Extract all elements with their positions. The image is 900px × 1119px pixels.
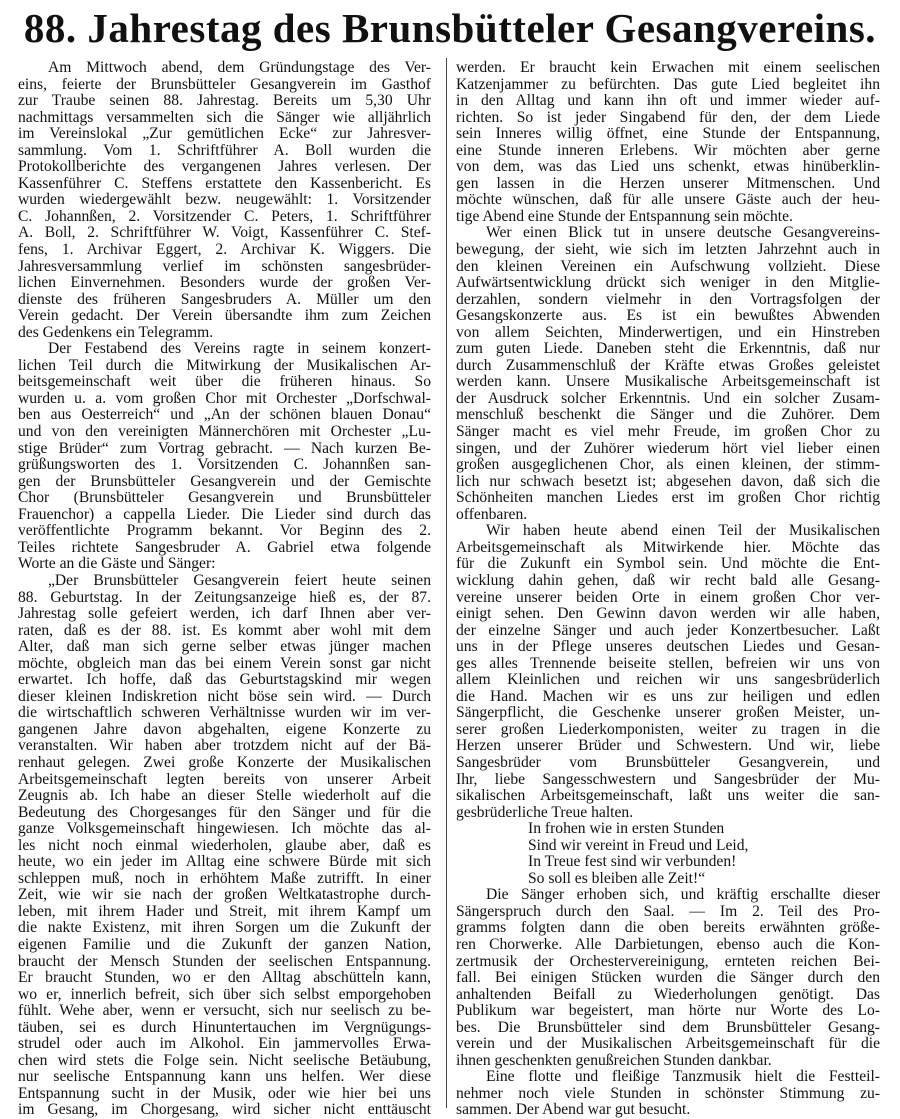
text-line: sikalischen Arbeitsgemeinschaft, laßt uns weiter die san- [456,787,880,805]
text-line: Arbeitsgemeinschaft legten bereits von unserer Arbeit [18,770,431,788]
text-line: les nicht noch einmal wiederholen, glaube aber, daß es [18,836,431,854]
paragraph [456,60,880,225]
text-line: leben, mit ihrem Hader und Streit, mit ihrem Kampf um [18,902,431,920]
text-line: werden. Er braucht kein Erwachen mit einem seelischen [456,59,880,76]
text-line: Sänger macht es viel mehr Freude, im großen Chor zu [456,423,880,441]
text-line: wurden u. a. vom großen Chor mit Orchester „Dorfschwal- [18,389,431,407]
text-line: für die Zukunft ein Symbol sein. Und möchte die Ent- [456,555,880,573]
text-line: des Gedenkens ein Telegramm. [18,323,214,341]
article-column-left [18,60,431,1119]
poem-line: In Treue fest sind wir verbunden! [528,853,737,871]
paragraph [18,573,431,1119]
text-line: renhaut gelegen. Zwei große Konzerte der Musikalischen [18,753,431,771]
text-line: allem Kleinlichen und reichen wir uns sangesbrüderlich [456,671,880,689]
text-line: von allem Seichten, Minderwertigen, und ein Hinstreben [456,323,880,341]
text-line: Alter, daß man sich gerne selber etwas jünger machen [18,638,431,656]
text-line: nur seelische Entspannung kann uns helfen. Wer diese [18,1068,431,1086]
text-line: Entspannung sucht in der Musik, oder wie hier bei uns [18,1084,431,1102]
text-line: richten. So ist jeder Singabend für den, der dem Liede [456,108,880,126]
paragraph [456,523,880,821]
text-line: offenbaren. [456,505,528,523]
text-line: bewegung, der sieht, wie sich im letzten Jahrzehnt auch in [456,241,880,259]
article-column-right [456,60,880,1119]
text-line: wurden wiedergewählt bezw. neugewählt: 1. Vorsitzender [18,191,431,209]
text-line: Kassenführer C. Steffens erstattete den Kassenbericht. Es [18,174,431,192]
text-line: gen der Brunsbütteler Gesangverein und der Gemischte [18,472,431,490]
text-line: A. Boll, 2. Schriftführer W. Voigt, Kassenführer C. Stef- [18,224,431,242]
text-line: Der Festabend des Vereins ragte in seinem konzert- [48,340,431,358]
text-line: Zeugnis ab. Ich habe an dieser Stelle wiederholt auf die [18,787,431,805]
text-line: Jahresversammlung verlief im schönsten sangesbrüder- [18,257,431,275]
text-line: Er braucht Stunden, wo er den Alltag abschütteln kann, [18,969,431,987]
text-line: fühlt. Wehe aber, wenn er versucht, sich nur seelisch zu be- [18,1002,431,1020]
text-line: fall. Bei einigen Stücken wurden die Sänger durch den [456,969,880,987]
text-line: Publikum war begeistert, man hörte nur Worte des Lo- [456,1002,880,1020]
text-line: durch Zusammenschluß der Kräfte etwas Großes geleistet [456,356,880,374]
text-line: zum guten Liede. Daneben steht die Erkenntnis, daß nur [456,340,880,358]
text-line: einigt sehen. Den Gewinn davon werden wir alle haben, [456,605,880,623]
text-line: werden kann. Unsere Musikalische Arbeitsgemeinschaft ist [456,373,880,391]
text-line: singen, und der Zuhörer wiederum hört viel lieber einen [456,439,880,457]
text-line: gangenen Jahre davon abgehalten, eigene Konzerte zu [18,720,431,738]
paragraph [456,887,880,1069]
text-line: vereine unserer beiden Orte in einem großen Chor ver- [456,588,880,606]
text-line: lichen Teil durch die Mitwirkung der Musikalischen Ar- [18,356,431,374]
text-line: beitsgemeinschaft weit über die früheren hinaus. So [18,373,431,391]
text-line: Arbeitsgemeinschaft als Mitwirkende hier. Möchte das [456,538,880,556]
text-line: eine Stunde inneren Erlebens. Wir möchten aber gerne [456,141,880,159]
text-line: Die Sänger erhoben sich, und kräftig erschallte dieser [486,886,880,904]
text-line: 88. Geburtstag. In der Zeitungsanzeige hieß es, der 87. [18,588,431,606]
text-line: lich nur schwach besetzt ist; abgesehen davon, daß sich die [456,472,880,490]
text-line: Chor (Brunsbütteler Gesangverein und Brunsbütteler [18,489,431,507]
text-line: Bedeutung des Chorgesanges für den Sänger und für die [18,803,431,821]
text-line: fens, 1. Archivar Eggert, 2. Archivar K. Wiggers. Die [18,241,431,259]
text-line: täuben, sei es durch Hinuntertauchen im Vergnügungs- [18,1018,431,1036]
text-line: raten, daß es der 88. ist. Es kommt aber wohl mit dem [18,621,431,639]
text-line: Aufwärtsentwicklung drückt sich weniger in den Mitglie- [456,274,880,292]
text-line: Jahrestag solle gefeiert werden, ich darf Ihnen aber ver- [18,605,431,623]
text-line: Wer einen Blick tut in unsere deutsche Gesangvereins- [486,224,880,242]
paragraph [18,341,431,573]
article-headline: 88. Jahrestag des Brunsbütteler Gesangvereins. [23,5,877,51]
text-line: heute, wo ein jeder im Alltag eine schwere Bürde mit sich [18,853,431,871]
text-line: ges alles Trennende beiseite stellen, befreien wir uns von [456,654,880,672]
text-line: veranstalten. Wir haben aber trotzdem nicht auf der Bä- [18,737,431,755]
text-line: Gesangskonzerte aus. Es ist ein bewußtes Abwenden [456,307,880,325]
poem-line: In frohen wie in ersten Stunden [528,820,725,838]
text-line: menschluß beschenkt die Sänger und die Zuhörer. Dem [456,406,880,424]
text-line: in den Alltag und kann ihn oft und immer wieder auf- [456,92,880,110]
poem-line: Sind wir vereint in Freud und Leid, [528,836,749,854]
text-line: braucht der Mensch Stunden der seelischen Entspannung. [18,952,431,970]
text-line: „Der Brunsbütteler Gesangverein feiert heute seinen [48,571,431,589]
text-line: die Hand. Machen wir es uns zur heiligen und edlen [456,687,880,705]
poem-verse [456,821,880,887]
text-line: Ihr, liebe Sangesschwestern und Sangesbrüder der Mu- [456,770,880,788]
text-line: von dem, was das Lied uns schenkt, etwas hinüberklin- [456,158,880,176]
text-line: Katzenjammer zu befürchten. Das gute Lied begleitet ihn [456,75,880,93]
text-line: wo er, innerlich befreit, sich über sich selbst emporgehoben [18,985,431,1003]
text-line: Zeit, wie wir sie nach der großen Weltkatastrophe durch- [18,886,431,904]
text-line: gen lassen in die Herzen unserer Mitmenschen. Und [456,174,880,192]
text-line: nachmittags versammelten sich die Sänger wie alljährlich [18,108,431,126]
text-line: der Ausdruck solcher Erkenntnis. Und ein solcher Zusam- [456,389,880,407]
text-line: eins, feierte der Brunsbütteler Gesangverein im Gasthof [18,75,431,93]
text-line: nehmer noch viele Stunden in schönster Stimmung zu- [456,1084,880,1102]
text-line: derzahlen, sondern vielmehr in den Vortragsfolgen der [456,290,880,308]
text-line: verein und der Musikalischen Arbeitsgemeinschaft für die [456,1035,880,1053]
text-line: ihnen geschenkten genußreichen Stunden dankbar. [456,1051,772,1069]
text-line: wicklung dahin gehen, daß wir recht bald alle Gesang- [456,571,880,589]
text-line: Sängerpflicht, die Geschenke unserer großen Meister, un- [456,704,880,722]
text-line: den kleinen Vereinen ein Aufschwung vollzieht. Diese [456,257,880,275]
text-line: Wir haben heute abend einen Teil der Musikalischen [486,522,880,540]
text-line: uns in der Pflege unseres deutschen Liedes und Gesan- [456,638,880,656]
text-line: Eine flotte und fleißige Tanzmusik hielt die Festteil- [486,1068,880,1086]
text-line: zertmusik der Orchestervereinigung, ernteten reichen Bei- [456,952,880,970]
text-line: ren Chorwerke. Alle Darbietungen, ebenso auch die Kon- [456,935,880,953]
paragraph [456,1069,880,1119]
text-line: dienste des früheren Sangesbruders A. Müller um den [18,290,431,308]
text-line: dieser kleinen Indiskretion nicht böse sein wird. — Durch [18,687,431,705]
text-line: grüßungsworten des 1. Vorsitzenden C. Johannßen san- [18,456,431,474]
text-line: der einzelne Sänger und auch jeder Konzertbesucher. Laßt [456,621,880,639]
text-line: C. Johannßen, 2. Vorsitzender C. Peters, 1. Schriftführer [18,207,431,225]
text-line: die nakte Existenz, mit ihren Sorgen um die Zukunft der [18,919,431,937]
text-line: gramms folgten dann die oben bereits erwähnten größe- [456,919,880,937]
text-line: sammen. Der Abend war gut besucht. [456,1101,691,1119]
text-line: veröffentlichte Programm bekannt. Vor Beginn des 2. [18,522,431,540]
text-line: sammlung. Vom 1. Schriftführer A. Boll wurden die [18,141,431,159]
text-line: bes. Die Brunsbütteler sind dem Brunsbütteler Gesang- [456,1018,880,1036]
text-line: Herzen unserer Brüder und Schwestern. Und wir, liebe [456,737,880,755]
text-line: stige Brüder“ zum Vortrag gebracht. — Nach kurzen Be- [18,439,431,457]
text-line: gesbrüderliche Treue halten. [456,803,634,821]
text-line: Am Mittwoch abend, dem Gründungstage des Ver- [48,59,431,76]
text-line: eigenen Familie und die Zukunft der ganzen Nation, [18,935,431,953]
text-line: erwartet. Ich hoffe, daß das Geburtstagskind mir wegen [18,671,431,689]
text-line: großen ausgeglichenen Chor, als einen kleinen, der stimm- [456,456,880,474]
text-line: möchte wünschen, daß für alle unsere Gäste auch der heu- [456,191,880,209]
text-line: schleppen muß, noch in erhöhtem Maße zutrifft. In einer [18,869,431,887]
text-line: ben aus Oesterreich“ und „An der schönen blauen Donau“ [18,406,431,424]
text-line: und von den vereinigten Männerchören mit Orchester „Lu- [18,423,431,441]
text-line: strudel oder auch im Alkohol. Ein jammervolles Erwa- [18,1035,431,1053]
text-line: sein Inneres willig öffnet, eine Stunde der Entspannung, [456,125,880,143]
text-line: tige Abend eine Stunde der Entspannung sein möchte. [456,207,793,225]
text-line: chen wird stets die Folge sein. Nicht seelische Betäubung, [18,1051,431,1069]
text-line: Sangesbrüder vom Brunsbütteler Gesangverein, und [456,753,880,771]
text-line: Protokollberichte des vergangenen Jahres verlesen. Der [18,158,431,176]
text-line: lichen Einvernehmen. Besonders wurde der großen Ver- [18,274,431,292]
text-line: Frauenchor) a cappella Lieder. Die Lieder sind durch das [18,505,431,523]
text-line: ganze Volksgemeinschaft hingewiesen. Ich möchte das al- [18,820,431,838]
poem-line: So soll es bleiben alle Zeit!“ [528,869,706,887]
text-line: Sängerspruch durch den Saal. — Im 2. Teil des Pro- [456,902,880,920]
text-line: die wirtschaftlich schweren Verhältnisse wurden wir im ver- [18,704,431,722]
text-line: im Vereinslokal „Zur gemütlichen Ecke“ zur Jahresver- [18,125,431,143]
text-line: zur Traube seinen 88. Jahrestag. Bereits um 5,30 Uhr [18,92,431,110]
paragraph [18,60,431,341]
text-line: anhaltenden Beifall zu Wiederholungen genötigt. Das [456,985,880,1003]
text-line: möchte, obgleich man das bei einem Verein sonst gar nicht [18,654,431,672]
text-line: Worte an die Gäste und Sänger: [18,555,216,573]
text-line: Schönheiten manchen Liedes erst im großen Chor richtig [456,489,880,507]
column-divider [446,58,447,1108]
text-line: Teiles richtete Sangesbruder A. Gabriel etwa folgende [18,538,431,556]
text-line: Verein gedacht. Der Verein übersandte ihm zum Zeichen [18,307,431,325]
text-line: serer großen Liederkomponisten, weiter zu tragen in die [456,720,880,738]
paragraph [456,225,880,523]
text-line: im Gesang, im Chorgesang, wird sicher nicht enttäuscht [18,1101,431,1119]
